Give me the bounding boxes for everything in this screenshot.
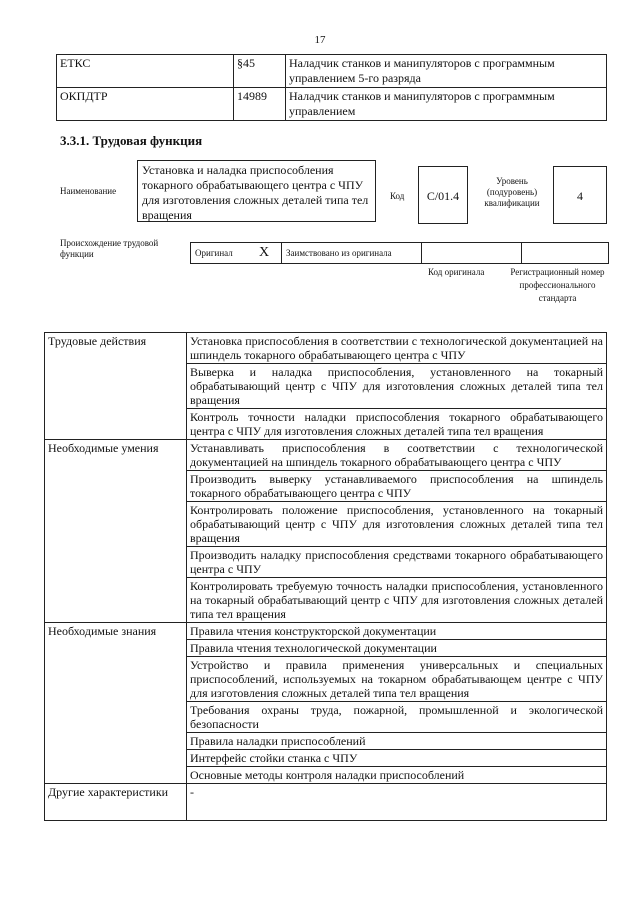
table-row xyxy=(45,333,607,364)
page-number: 17 xyxy=(314,34,326,46)
function-level: 4 xyxy=(553,166,607,224)
actions-label: Трудовые действия xyxy=(45,333,187,440)
knowledge-item: Устройство и правила применения универсальных и специальных приспособлений, используемых на токарном обрабатывающем центре с ЧПУ для изготовления сложных деталей типа тел вращения xyxy=(187,657,607,702)
function-code: C/01.4 xyxy=(418,166,468,224)
title-cell: Наладчик станков и манипуляторов с программным управлением xyxy=(286,88,607,121)
function-name: Установка и наладка приспособления токарного обрабатывающего центра с ЧПУ для изготовления сложных деталей типа тел вращения xyxy=(137,160,376,222)
table-row xyxy=(57,55,607,88)
borrowed-label: Заимствовано из оригинала xyxy=(281,243,411,263)
origin-row xyxy=(190,242,609,264)
section-title: 3.3.1. Трудовая функция xyxy=(60,133,203,148)
table-row xyxy=(45,440,607,471)
knowledge-item: Интерфейс стойки станка с ЧПУ xyxy=(187,750,607,767)
code-cell: ОКПДТР xyxy=(57,88,234,121)
other-value: - xyxy=(187,784,607,821)
number-cell: 14989 xyxy=(234,88,286,121)
skills-label: Необходимые умения xyxy=(45,440,187,623)
action-item: Выверка и наладка приспособления, установленного на токарный обрабатывающий центр с ЧПУ для изготовления сложных деталей типа тел вращения xyxy=(187,364,607,409)
other-label: Другие характеристики xyxy=(45,784,187,821)
level-label: Уровень (подуровень) квалификации xyxy=(484,176,540,208)
skill-item: Производить выверку устанавливаемого приспособления на шпиндель токарного обрабатывающего центра с ЧПУ xyxy=(187,471,607,502)
code-original-label: Код оригинала xyxy=(428,267,485,277)
divider xyxy=(421,243,422,263)
skill-item: Контролировать требуемую точность наладки приспособления, установленного на токарный обрабатывающий центр с ЧПУ для изготовления сложных деталей типа тел вращения xyxy=(187,578,607,623)
table-row xyxy=(57,88,607,121)
knowledge-item: Основные методы контроля наладки приспособлений xyxy=(187,767,607,784)
code-original-cell xyxy=(521,243,611,263)
title-cell: Наладчик станков и манипуляторов с программным управлением 5-го разряда xyxy=(286,55,607,88)
knowledge-item: Правила чтения технологической документации xyxy=(187,640,607,657)
action-item: Контроль точности наладки приспособления токарного обрабатывающего центра с ЧПУ для изготовления сложных деталей типа тел вращения xyxy=(187,409,607,440)
code-cell: ЕТКС xyxy=(57,55,234,88)
table-row xyxy=(45,784,607,821)
labor-function-table xyxy=(44,332,607,821)
knowledge-item: Требования охраны труда, пожарной, промышленной и экологической безопасности xyxy=(187,702,607,733)
codes-table xyxy=(56,54,607,121)
original-label: Оригинал xyxy=(195,248,233,258)
origin-label: Происхождение трудовой функции xyxy=(60,238,159,259)
knowledge-label: Необходимые знания xyxy=(45,623,187,784)
knowledge-item: Правила наладки приспособлений xyxy=(187,733,607,750)
skill-item: Устанавливать приспособления в соответствии с технологической документацией на шпиндель токарного обрабатывающего центра с ЧПУ xyxy=(187,440,607,471)
skill-item: Производить наладку приспособления средствами токарного обрабатывающего центра с ЧПУ xyxy=(187,547,607,578)
code-label: Код xyxy=(390,191,405,201)
knowledge-item: Правила чтения конструкторской документации xyxy=(187,623,607,640)
number-cell: §45 xyxy=(234,55,286,88)
skill-item: Контролировать положение приспособления, установленного на токарный обрабатывающий центр с ЧПУ для изготовления сложных деталей типа тел вращения xyxy=(187,502,607,547)
name-label: Наименование xyxy=(60,186,117,196)
table-row xyxy=(45,623,607,640)
action-item: Установка приспособления в соответствии с технологической документацией на шпиндель токарного обрабатывающего центра с ЧПУ xyxy=(187,333,607,364)
reg-number-label: Регистрационный номер профессионального стандарта xyxy=(510,267,605,303)
original-mark: X xyxy=(259,245,270,260)
